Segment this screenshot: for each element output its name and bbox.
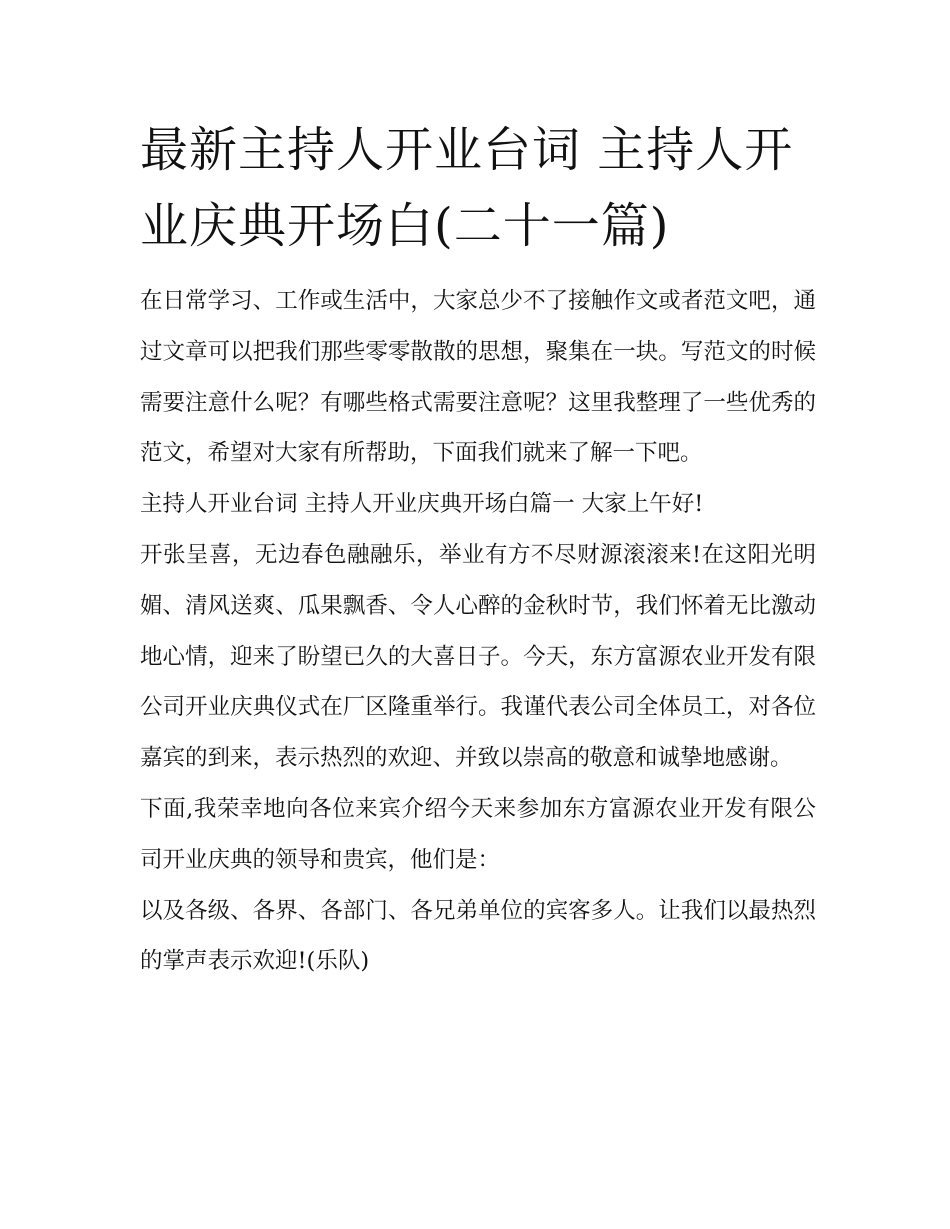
paragraph-welcome-applause: 以及各级、各界、各部门、各兄弟单位的宾客多人。让我们以最热烈的掌声表示欢迎!(乐队) — [140, 897, 816, 975]
paragraph-heading-part-one: 主持人开业台词 主持人开业庆典开场白篇一 大家上午好! — [140, 491, 704, 518]
document-title: 最新主持人开业台词 主持人开业庆典开场白(二十一篇) — [140, 122, 794, 254]
document-page — [140, 112, 816, 987]
paragraph-guest-introduction: 下面,我荣幸地向各位来宾介绍今天来参加东方富源农业开发有限公司开业庆典的领导和贵宾，他们是： — [140, 795, 816, 873]
paragraph-intro: 在日常学习、工作或生活中，大家总少不了接触作文或者范文吧，通过文章可以把我们那些零零散散的思想，聚集在一块。写范文的时候需要注意什么呢？有哪些格式需要注意呢？这里我整理了一些优秀的范文，希望对大家有所帮助，下面我们就来了解一下吧。 — [140, 288, 816, 467]
document-body — [140, 276, 816, 987]
paragraph-opening-speech: 开张呈喜，无边春色融融乐，举业有方不尽财源滚滚来!在这阳光明媚、清风送爽、瓜果飘香、令人心醉的金秋时节，我们怀着无比激动地心情，迎来了盼望已久的大喜日子。今天，东方富源农业开发有限公司开业庆典仪式在厂区隆重举行。我谨代表公司全体员工，对各位嘉宾的到来，表示热烈的欢迎、并致以崇高的敬意和诚挚地感谢。 — [140, 541, 816, 772]
